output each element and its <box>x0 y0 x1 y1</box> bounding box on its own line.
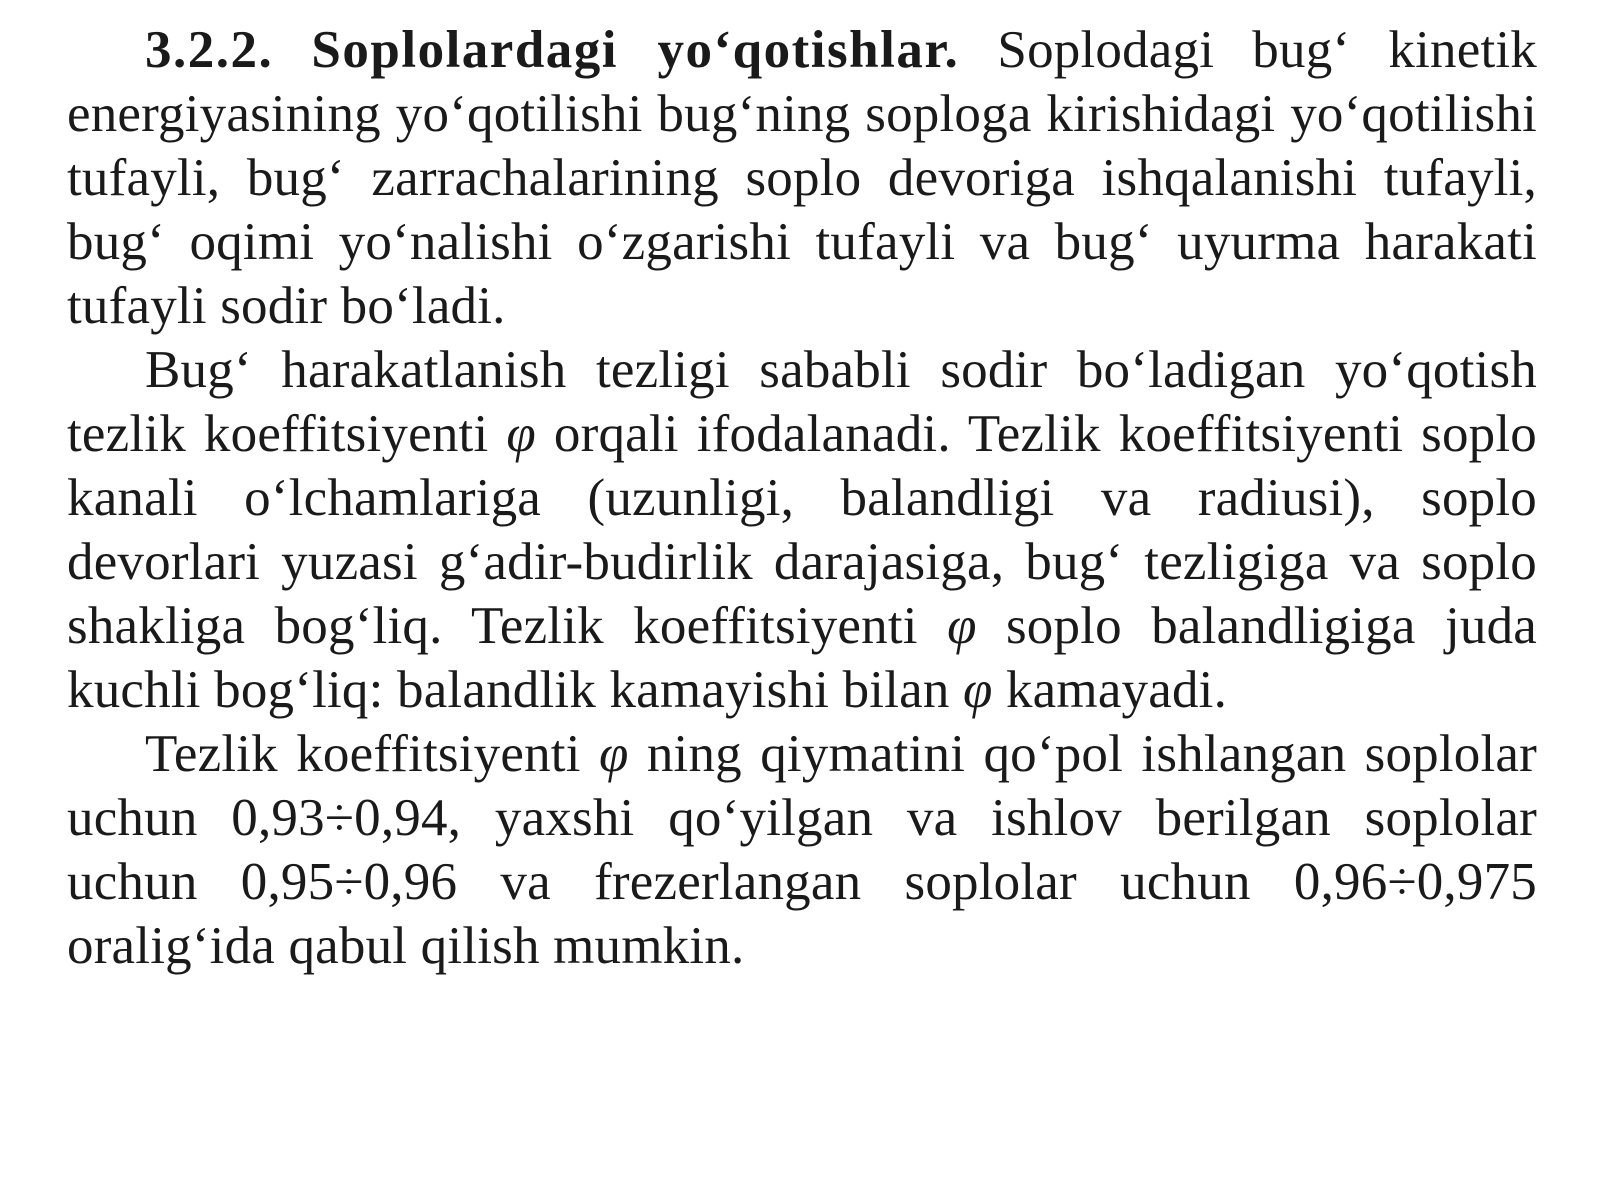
paragraph-3-text-1: Tezlik koeffitsiyenti <box>145 725 599 783</box>
paragraph-1-text: Soplodagi bug‘ kinetik energiyasining yo‘qotilishi bug‘ning soploga kirishidagi yo‘qotilishi tufayli, bug‘ zarrachalarining soplo devoriga ishqalanishi tufayli, bug‘ oqimi yo‘nalishi o‘zgarishi tufayli va bug‘ uyurma harakati tufayli sodir bo‘ladi. <box>67 21 1537 335</box>
paragraph-coefficient-values <box>67 722 1537 978</box>
phi-symbol: φ <box>947 597 977 655</box>
paragraph-2-text-4: kamayadi. <box>992 661 1228 719</box>
document-page <box>67 18 1537 978</box>
section-number: 3.2.2. <box>145 21 274 79</box>
paragraph-2-text-3: soplo balandligiga juda kuchli bog‘liq: balandlik kamayishi bilan <box>67 597 1538 719</box>
paragraph-2-text-1: Bug‘ harakatlanish tezligi sababli sodir bo‘ladigan yo‘qotish tezlik koeffitsiyenti <box>67 341 1537 463</box>
phi-symbol: φ <box>598 725 629 783</box>
phi-symbol: φ <box>506 405 536 463</box>
paragraph-2-text-2: orqali ifodalanadi. Tezlik koeffitsiyenti soplo kanali o‘lchamlariga (uzunligi, balandligi va radiusi), soplo devorlari yuzasi g‘adir-budirlik darajasiga, bug‘ tezligiga va soplo shakliga bog‘liq. Tezlik koeffitsiyenti <box>67 405 1537 655</box>
paragraph-section-intro <box>67 18 1537 338</box>
paragraph-3-text-2: ning qiymatini qo‘pol ishlangan soplolar uchun 0,93÷0,94, yaxshi qo‘yilgan va ishlov berilgan soplolar uchun 0,95÷0,96 va frezerlangan soplolar uchun 0,96÷0,975 oralig‘ida qabul qilish mumkin. <box>67 725 1537 975</box>
paragraph-velocity-coefficient <box>67 338 1537 722</box>
section-title: Soplolardagi yo‘qotishlar. <box>311 21 960 79</box>
phi-symbol: φ <box>963 661 993 719</box>
